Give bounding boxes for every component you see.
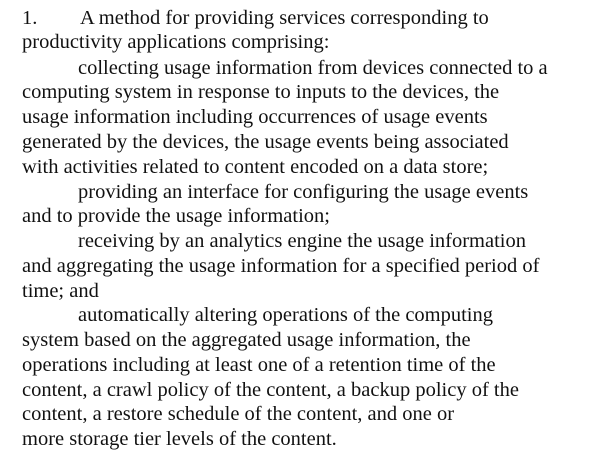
claim-line-13: automatically altering operations of the computing — [78, 304, 494, 326]
claim-line-17: content, a restore schedule of the content, and one or — [22, 403, 455, 425]
claim-line-16: content, a crawl policy of the content, a backup policy of the — [22, 379, 519, 401]
claim-line-2: productivity applications comprising: — [22, 31, 330, 53]
claim-line-8: providing an interface for configuring the usage events — [78, 181, 529, 203]
claim-line-1: A method for providing services corresponding to — [80, 7, 489, 29]
claim-line-6: generated by the devices, the usage events being associated — [22, 131, 509, 153]
claim-line-9: and to provide the usage information; — [22, 205, 330, 227]
claim-number: 1. — [22, 7, 38, 29]
claim-line-11: and aggregating the usage information for a specified period of — [22, 255, 540, 277]
claim-line-14: system based on the aggregated usage information, the — [22, 329, 471, 351]
claim-line-10: receiving by an analytics engine the usage information — [78, 230, 526, 252]
claim-line-5: usage information including occurrences of usage events — [22, 106, 488, 128]
claim-line-15: operations including at least one of a retention time of the — [22, 354, 496, 376]
claim-line-18: more storage tier levels of the content. — [22, 428, 337, 450]
claim-line-4: computing system in response to inputs to the devices, the — [22, 81, 500, 103]
claim-line-7: with activities related to content encoded on a data store; — [22, 156, 489, 178]
claim-line-12: time; and — [22, 280, 99, 302]
claim-line-3: collecting usage information from devices connected to a — [78, 57, 548, 79]
